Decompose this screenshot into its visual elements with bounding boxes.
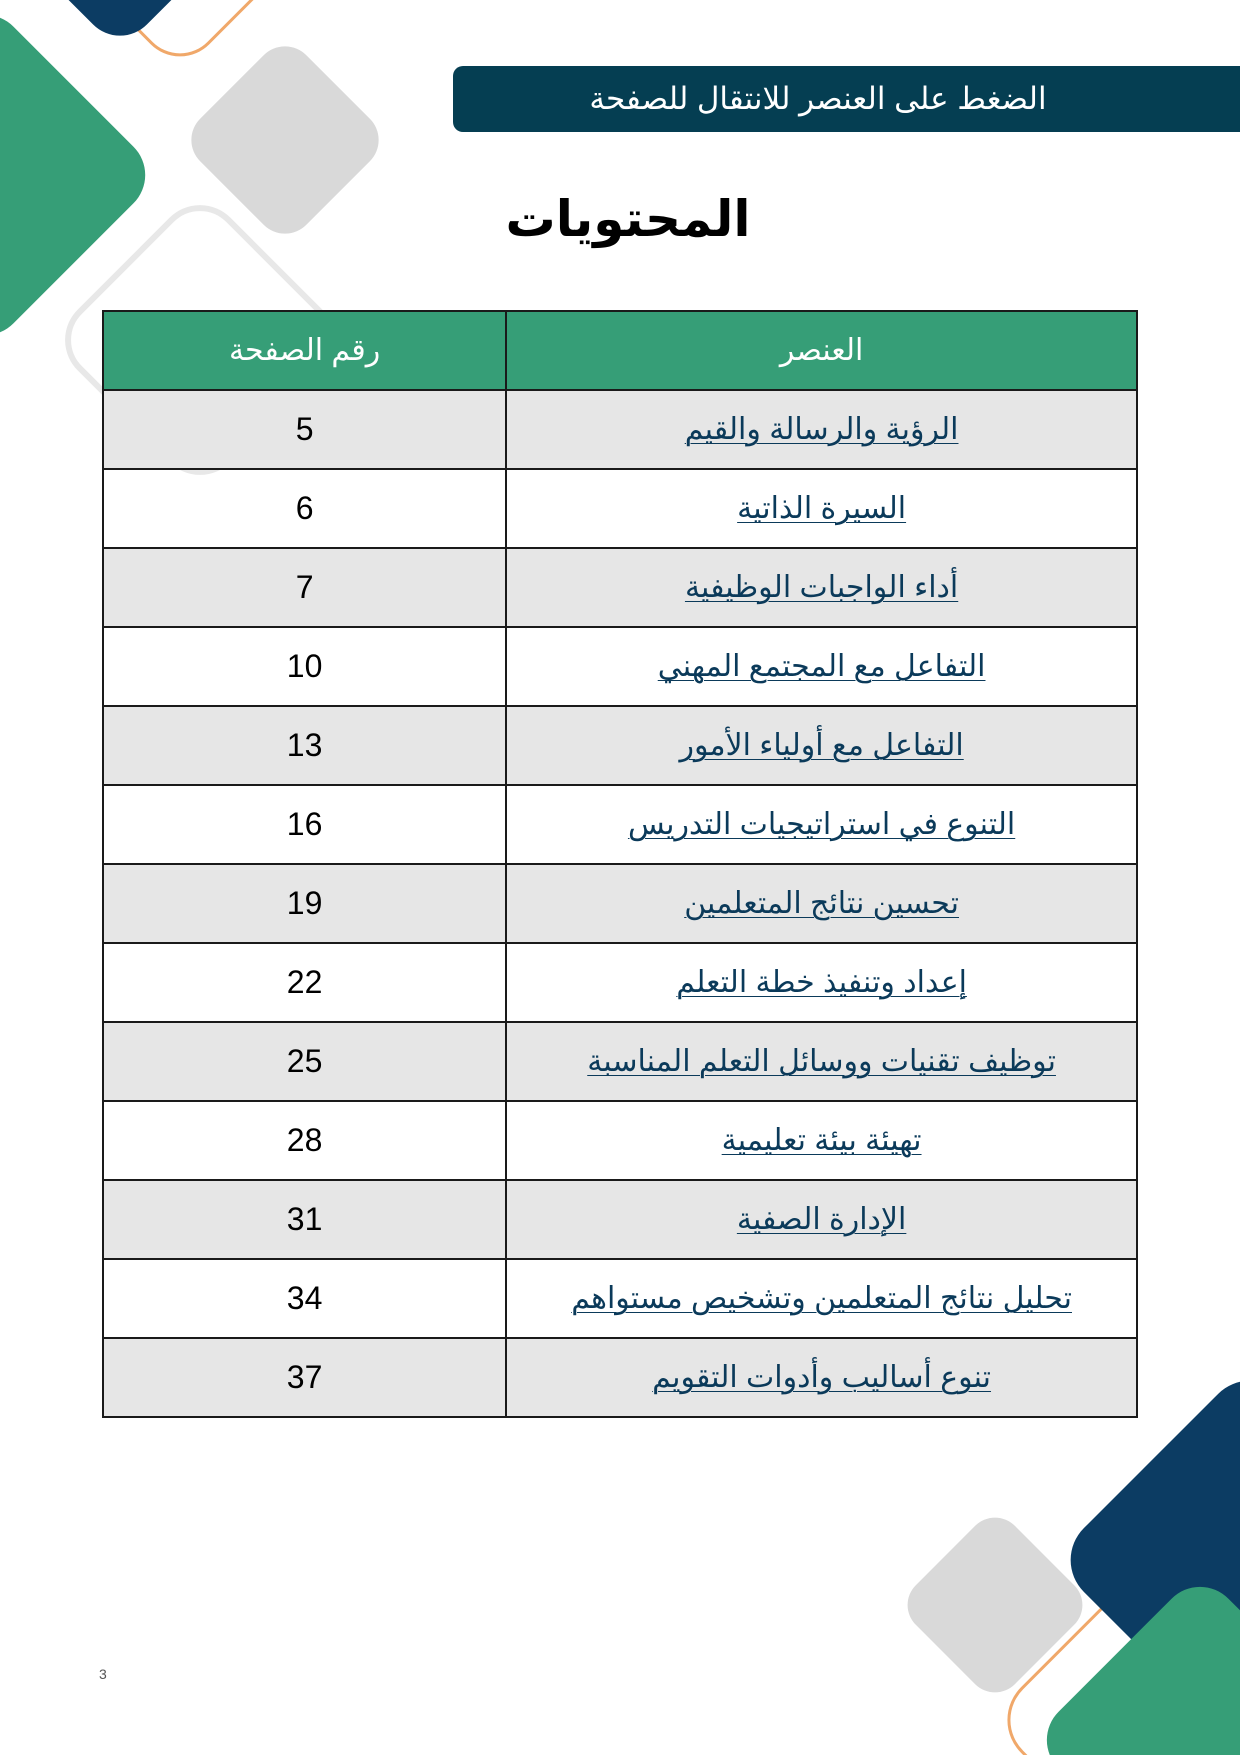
table-row: [103, 469, 1137, 548]
contents-table: [102, 310, 1138, 1418]
row-page-number: 10: [103, 627, 506, 706]
page-title: المحتويات: [505, 191, 751, 247]
table-row: [103, 785, 1137, 864]
toc-item-link[interactable]: السيرة الذاتية: [737, 492, 907, 525]
row-item-cell: [506, 627, 1137, 706]
table-row: [103, 548, 1137, 627]
toc-item-link[interactable]: الإدارة الصفية: [736, 1203, 907, 1236]
header-item: العنصر: [506, 311, 1137, 390]
row-page-number: 7: [103, 548, 506, 627]
page-number: 3: [99, 1666, 107, 1682]
bottom-right-decoration: [896, 1362, 1240, 1755]
toc-item-link[interactable]: الرؤية والرسالة والقيم: [684, 413, 959, 446]
row-item-cell: [506, 469, 1137, 548]
toc-item-link[interactable]: تهيئة بيئة تعليمية: [721, 1124, 922, 1157]
table-row: [103, 1259, 1137, 1338]
toc-item-link[interactable]: التنوع في استراتيجيات التدريس: [627, 808, 1016, 841]
table-row: [103, 390, 1137, 469]
row-item-cell: [506, 943, 1137, 1022]
toc-item-link[interactable]: أداء الواجبات الوظيفية: [684, 571, 959, 604]
row-item-cell: [506, 864, 1137, 943]
row-page-number: 25: [103, 1022, 506, 1101]
table-row: [103, 943, 1137, 1022]
row-item-cell: [506, 1101, 1137, 1180]
row-page-number: 6: [103, 469, 506, 548]
row-page-number: 19: [103, 864, 506, 943]
row-item-cell: [506, 1259, 1137, 1338]
row-item-cell: [506, 548, 1137, 627]
toc-item-link[interactable]: التفاعل مع المجتمع المهني: [657, 650, 986, 683]
row-page-number: 37: [103, 1338, 506, 1417]
row-page-number: 22: [103, 943, 506, 1022]
row-page-number: 16: [103, 785, 506, 864]
instruction-banner: [453, 66, 1240, 132]
row-item-cell: [506, 706, 1137, 785]
toc-item-link[interactable]: إعداد وتنفيذ خطة التعلم: [676, 966, 967, 999]
table-row: [103, 1101, 1137, 1180]
row-page-number: 31: [103, 1180, 506, 1259]
row-page-number: 34: [103, 1259, 506, 1338]
toc-item-link[interactable]: تنوع أساليب وأدوات التقويم: [652, 1361, 992, 1394]
table-row: [103, 1022, 1137, 1101]
toc-item-link[interactable]: تحسين نتائج المتعلمين: [684, 887, 959, 920]
row-item-cell: [506, 785, 1137, 864]
row-item-cell: [506, 1022, 1137, 1101]
toc-item-link[interactable]: التفاعل مع أولياء الأمور: [679, 729, 964, 762]
row-item-cell: [506, 390, 1137, 469]
header-page-number: رقم الصفحة: [103, 311, 506, 390]
table-row: [103, 1180, 1137, 1259]
toc-item-link[interactable]: تحليل نتائج المتعلمين وتشخيص مستواهم: [571, 1282, 1072, 1315]
table-header-row: [103, 311, 1137, 390]
row-page-number: 5: [103, 390, 506, 469]
banner-text: الضغط على العنصر للانتقال للصفحة: [589, 81, 1047, 116]
table-row: [103, 627, 1137, 706]
table-row: [103, 706, 1137, 785]
table-row: [103, 1338, 1137, 1417]
row-page-number: 13: [103, 706, 506, 785]
row-page-number: 28: [103, 1101, 506, 1180]
row-item-cell: [506, 1338, 1137, 1417]
table-row: [103, 864, 1137, 943]
toc-item-link[interactable]: توظيف تقنيات ووسائل التعلم المناسبة: [587, 1045, 1056, 1078]
row-item-cell: [506, 1180, 1137, 1259]
table-body: [103, 390, 1137, 1417]
